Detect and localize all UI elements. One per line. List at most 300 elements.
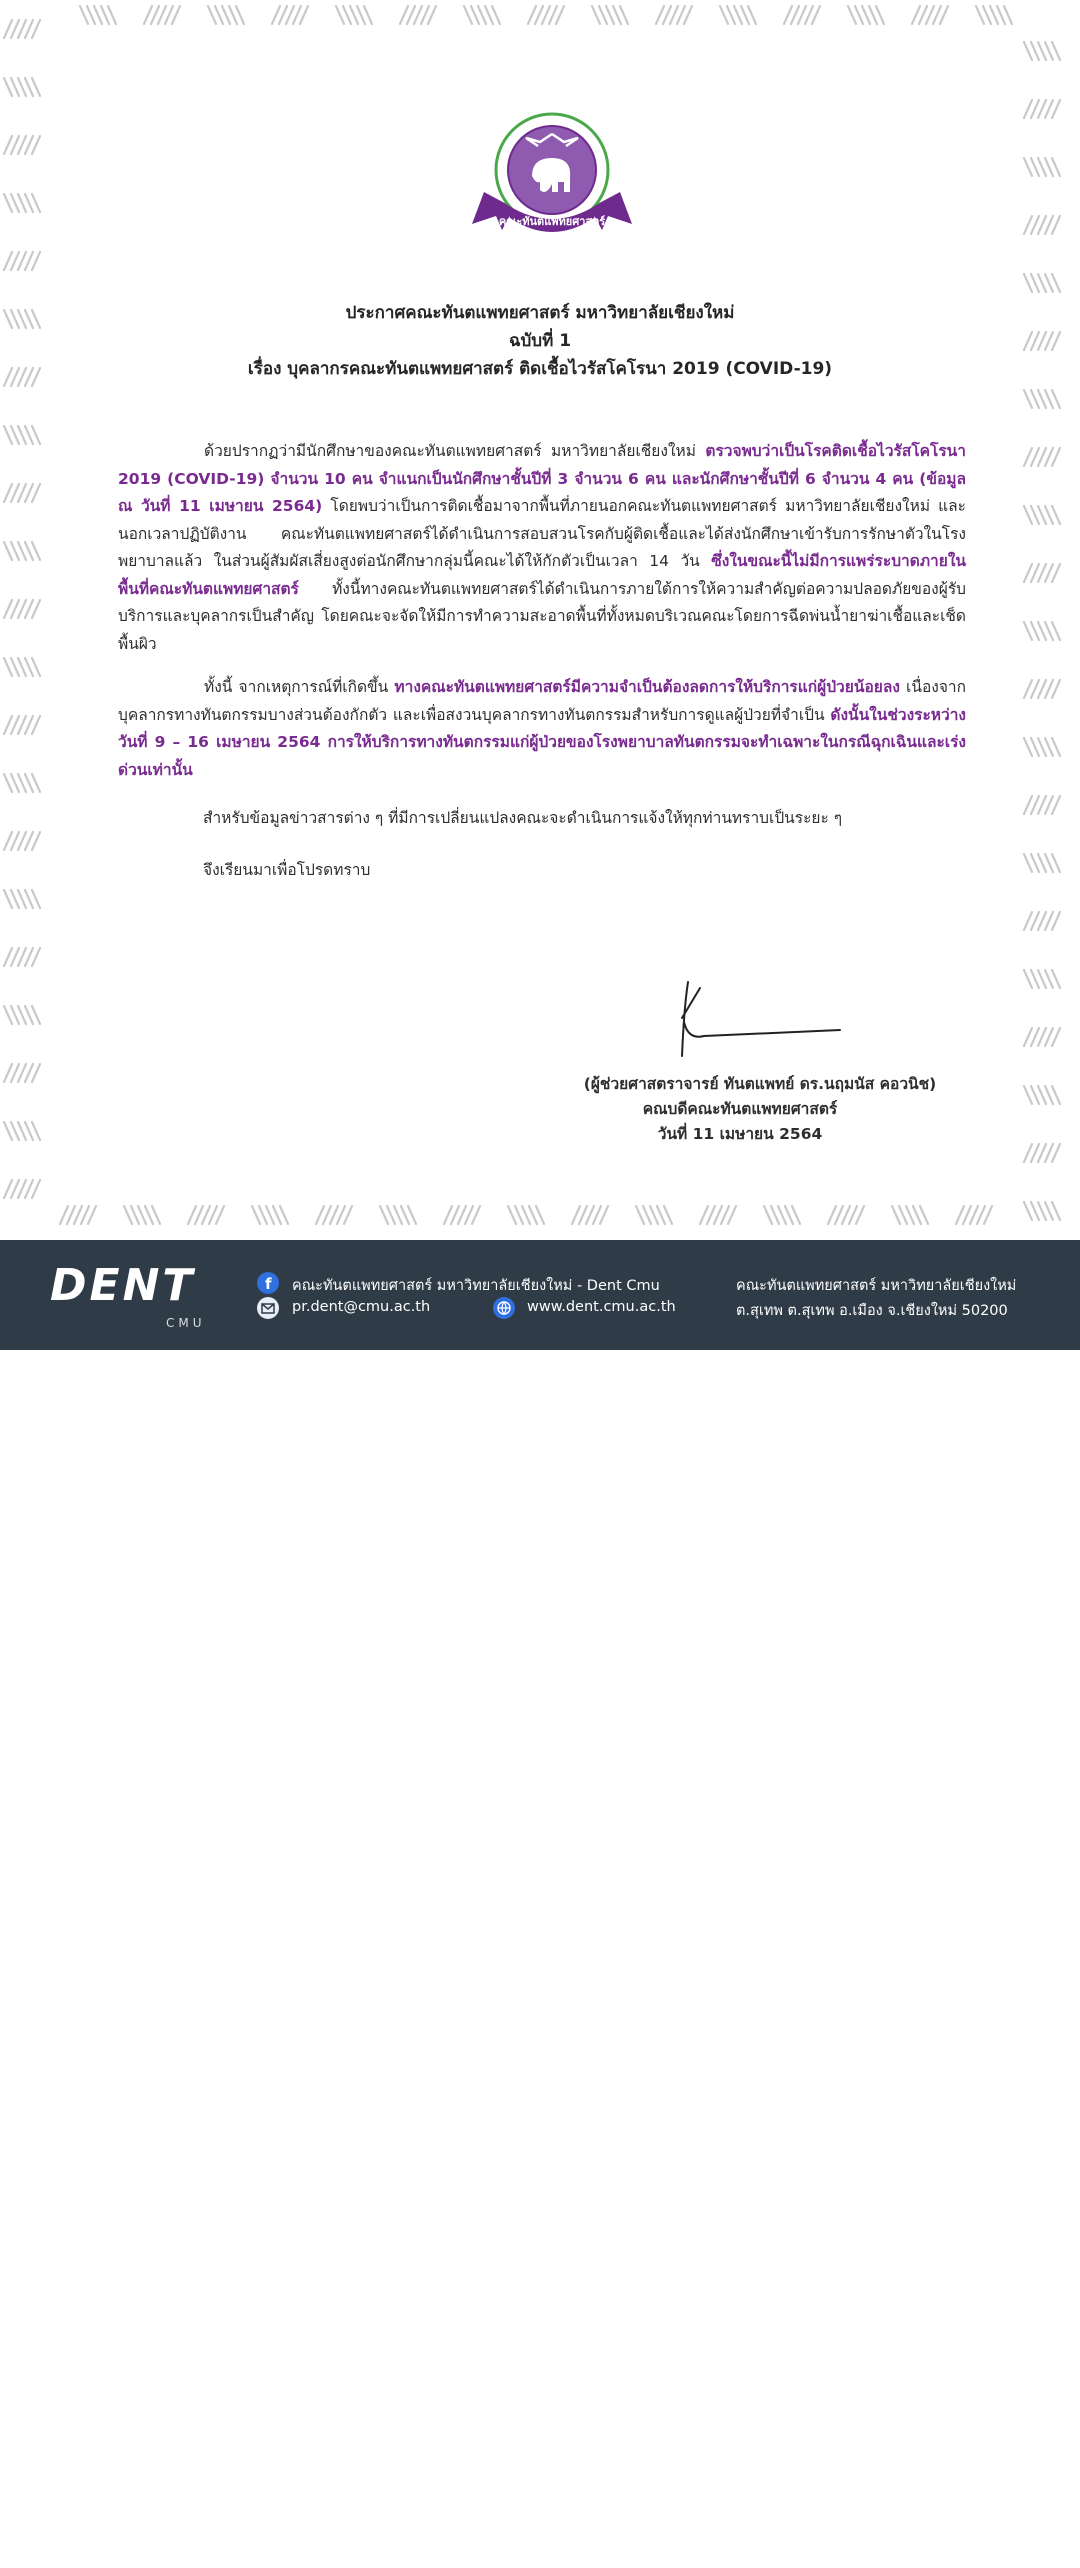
hatch-mark xyxy=(862,6,870,24)
hatch-mark xyxy=(11,832,19,850)
hatch-mark xyxy=(876,6,884,24)
hatch-mark xyxy=(1031,1086,1039,1104)
hatch-mark xyxy=(11,774,19,792)
paragraph-1-details: โดยพบว่าเป็นการติดเชื้อมาจากพื้นที่ภายนอกคณะทันตแพทยศาสตร์ มหาวิทยาลัยเชียงใหม่ และนอกเวลาปฏิบัติงาน คณะทันตแพทยศาสตร์ได้ดำเนินการสอบสวนโรคกับผู้ติดเชื้อและได้ส่งนักศึกษาเข้ารับการรักษาตัวในโรงพยาบาลแล้ว ในส่วนผู้สัมผัสเสี่ยงสูงต่อนักศึกษากลุ่มนี้คณะได้ให้กักตัวเป็นเวลา 14 วัน xyxy=(118,497,966,570)
hatch-mark xyxy=(670,6,678,24)
hatch-mark xyxy=(4,716,12,734)
announcement-page xyxy=(0,0,1080,1240)
hatch-mark xyxy=(4,1064,12,1082)
hatch-mark xyxy=(18,600,26,618)
hatch-mark xyxy=(1024,738,1032,756)
hatch-mark xyxy=(316,1206,324,1224)
hatch-mark xyxy=(707,1206,715,1224)
hatch-mark xyxy=(108,6,116,24)
announcement-title: ประกาศคณะทันตแพทยศาสตร์ มหาวิทยาลัยเชียงใหม่ xyxy=(345,303,735,323)
hatch-mark xyxy=(11,484,19,502)
hatch-mark xyxy=(428,6,436,24)
hatch-mark xyxy=(1052,1086,1060,1104)
hatch-mark xyxy=(1045,970,1053,988)
hatch-mark xyxy=(209,1206,217,1224)
hatch-mark xyxy=(1024,448,1032,466)
hatch-mark xyxy=(18,890,26,908)
hatch-mark xyxy=(997,6,1005,24)
hatch-mark xyxy=(208,6,216,24)
hatch-mark xyxy=(215,6,223,24)
hatch-mark xyxy=(1038,1144,1046,1162)
hatch-mark xyxy=(663,6,671,24)
footer-divider xyxy=(706,2506,708,2568)
hatch-mark xyxy=(1038,216,1046,234)
hatch-mark xyxy=(32,542,40,560)
hatch-mark xyxy=(1038,680,1046,698)
hatch-mark xyxy=(4,20,12,38)
hatch-mark xyxy=(4,1006,12,1024)
hatch-mark xyxy=(4,1180,12,1198)
hatch-mark xyxy=(18,1006,26,1024)
paragraph-3: สำหรับข้อมูลข่าวสารต่าง ๆ ที่มีการเปลี่ยนแปลงคณะจะดำเนินการแจ้งให้ทุกท่านทราบเป็นระยะ ๆ xyxy=(203,809,843,827)
hatch-mark xyxy=(25,1180,33,1198)
hatch-mark xyxy=(792,1206,800,1224)
hatch-mark xyxy=(25,948,33,966)
hatch-mark xyxy=(286,6,294,24)
hatch-mark xyxy=(835,1206,843,1224)
hatch-mark xyxy=(1031,448,1039,466)
hatch-mark xyxy=(1031,42,1039,60)
svg-text:คณะทันตแพทยศาสตร์: คณะทันตแพทยศาสตร์ xyxy=(498,215,606,228)
hatch-mark xyxy=(1045,274,1053,292)
hatch-mark xyxy=(67,1206,75,1224)
svg-text:f: f xyxy=(265,1275,272,1293)
hatch-mark xyxy=(1045,854,1053,872)
hatch-mark xyxy=(1045,1144,1053,1162)
hatch-mark xyxy=(18,252,26,270)
hatch-mark xyxy=(11,948,19,966)
hatch-mark xyxy=(1052,274,1060,292)
hatch-mark xyxy=(1031,912,1039,930)
hatch-mark xyxy=(1038,622,1046,640)
hatch-mark xyxy=(990,6,998,24)
hatch-mark xyxy=(1052,680,1060,698)
hatch-mark xyxy=(252,1206,260,1224)
facebook-icon xyxy=(257,1272,279,1294)
hatch-mark xyxy=(18,484,26,502)
hatch-mark xyxy=(748,6,756,24)
hatch-mark xyxy=(465,1206,473,1224)
hatch-mark xyxy=(11,1064,19,1082)
hatch-mark xyxy=(1038,912,1046,930)
hatch-mark xyxy=(144,6,152,24)
hatch-mark xyxy=(1052,970,1060,988)
hatch-mark xyxy=(926,6,934,24)
hatch-mark xyxy=(11,1006,19,1024)
hatch-mark xyxy=(236,6,244,24)
hatch-mark xyxy=(592,6,600,24)
hatch-mark xyxy=(472,1206,480,1224)
globe-icon xyxy=(493,1297,515,1319)
paragraph-1 xyxy=(118,438,966,658)
paragraph-1-intro: ด้วยปรากฏว่ามีนักศึกษาของคณะทันตแพทยศาสตร์ มหาวิทยาลัยเชียงใหม่ xyxy=(204,442,706,460)
hatch-mark xyxy=(529,1206,537,1224)
hatch-mark xyxy=(25,600,33,618)
hatch-mark xyxy=(32,78,40,96)
hatch-mark xyxy=(4,774,12,792)
hatch-mark xyxy=(1038,100,1046,118)
hatch-mark xyxy=(1024,912,1032,930)
hatch-mark xyxy=(32,20,40,38)
hatch-mark xyxy=(977,1206,985,1224)
hatch-mark xyxy=(1031,390,1039,408)
hatch-mark xyxy=(11,194,19,212)
hatch-mark xyxy=(158,6,166,24)
hatch-mark xyxy=(1024,42,1032,60)
hatch-mark xyxy=(1031,564,1039,582)
hatch-mark xyxy=(344,1206,352,1224)
hatch-mark xyxy=(1031,216,1039,234)
paragraph-2-intro: ทั้งนี้ จากเหตุการณ์ที่เกิดขึ้น xyxy=(204,678,395,696)
hatch-mark xyxy=(620,6,628,24)
announcement-subject: เรื่อง บุคลากรคณะทันตแพทยศาสตร์ ติดเชื้อไวรัสโคโรนา 2019 (COVID-19) xyxy=(247,359,833,379)
hatch-mark xyxy=(1045,158,1053,176)
hatch-mark xyxy=(899,1206,907,1224)
hatch-mark xyxy=(11,1180,19,1198)
hatch-mark xyxy=(272,6,280,24)
hatch-mark xyxy=(656,6,664,24)
hatch-mark xyxy=(1031,738,1039,756)
hatch-mark xyxy=(4,658,12,676)
hatch-mark xyxy=(87,6,95,24)
hatch-mark xyxy=(714,1206,722,1224)
paragraph-2-reason: เนื่องจากบุคลากรทางทันตกรรมบางส่วนต้องกักตัว และเพื่อสงวนบุคลากรทางทันตกรรมสำหรับการดูแลผู้ป่วยที่จำเป็น xyxy=(118,678,967,724)
hatch-mark xyxy=(11,20,19,38)
hatch-mark xyxy=(11,252,19,270)
hatch-mark xyxy=(1052,912,1060,930)
hatch-mark xyxy=(1052,564,1060,582)
hatch-mark xyxy=(151,6,159,24)
hatch-mark xyxy=(421,6,429,24)
hatch-mark xyxy=(778,1206,786,1224)
hatch-mark xyxy=(684,6,692,24)
hatch-mark xyxy=(18,426,26,444)
hatch-mark xyxy=(293,6,301,24)
hatch-mark xyxy=(279,6,287,24)
hatch-mark xyxy=(919,6,927,24)
hatch-mark xyxy=(600,1206,608,1224)
hatch-mark xyxy=(522,1206,530,1224)
hatch-mark xyxy=(4,136,12,154)
signer-date: วันที่ 11 เมษายน 2564 xyxy=(657,1125,823,1143)
hatch-mark xyxy=(32,832,40,850)
hatch-mark xyxy=(259,1206,267,1224)
hatch-mark xyxy=(464,6,472,24)
hatch-mark xyxy=(1024,158,1032,176)
hatch-mark xyxy=(4,78,12,96)
hatch-mark xyxy=(720,6,728,24)
hatch-mark xyxy=(364,6,372,24)
hatch-mark xyxy=(4,948,12,966)
hatch-mark xyxy=(535,6,543,24)
hatch-mark xyxy=(11,716,19,734)
hatch-mark xyxy=(188,1206,196,1224)
hatch-mark xyxy=(74,1206,82,1224)
faculty-logo xyxy=(466,112,638,242)
hatch-mark xyxy=(18,948,26,966)
hatch-mark xyxy=(492,6,500,24)
hatch-mark xyxy=(4,426,12,444)
hatch-mark xyxy=(848,6,856,24)
website-link[interactable]: www.dent.cmu.ac.th xyxy=(527,1299,676,1315)
hatch-mark xyxy=(1024,564,1032,582)
hatch-mark xyxy=(11,1122,19,1140)
hatch-mark xyxy=(18,78,26,96)
hatch-mark xyxy=(1031,622,1039,640)
hatch-mark xyxy=(636,1206,644,1224)
hatch-mark xyxy=(1038,854,1046,872)
hatch-mark xyxy=(1045,390,1053,408)
hatch-mark xyxy=(25,1064,33,1082)
email-icon xyxy=(257,1297,279,1319)
hatch-mark xyxy=(145,1206,153,1224)
hatch-mark xyxy=(855,6,863,24)
hatch-mark xyxy=(1052,1144,1060,1162)
hatch-mark xyxy=(101,6,109,24)
hatch-mark xyxy=(387,1206,395,1224)
hatch-mark xyxy=(32,1006,40,1024)
hatch-mark xyxy=(1045,1086,1053,1104)
hatch-mark xyxy=(80,6,88,24)
hatch-mark xyxy=(1045,1028,1053,1046)
hatch-mark xyxy=(812,6,820,24)
hatch-mark xyxy=(32,658,40,676)
hatch-mark xyxy=(18,1064,26,1082)
hatch-mark xyxy=(1031,680,1039,698)
hatch-mark xyxy=(1052,1028,1060,1046)
hatch-mark xyxy=(222,6,230,24)
hatch-mark xyxy=(380,1206,388,1224)
hatch-mark xyxy=(18,774,26,792)
hatch-mark xyxy=(849,1206,857,1224)
hatch-mark xyxy=(485,6,493,24)
hatch-mark xyxy=(856,1206,864,1224)
hatch-mark xyxy=(471,6,479,24)
hatch-mark xyxy=(1038,448,1046,466)
hatch-mark xyxy=(549,6,557,24)
hatch-mark xyxy=(18,194,26,212)
hatch-mark xyxy=(1038,158,1046,176)
hatch-mark xyxy=(1038,564,1046,582)
hatch-mark xyxy=(1024,506,1032,524)
hatch-mark xyxy=(330,1206,338,1224)
hatch-mark xyxy=(1045,448,1053,466)
hatch-mark xyxy=(593,1206,601,1224)
hatch-mark xyxy=(940,6,948,24)
hatch-mark xyxy=(1045,796,1053,814)
paragraph-1-highlight-cases: ตรวจพบว่าเป็นโรคติดเชื้อไวรัสโคโรนา 2019 (COVID-19) จำนวน 10 คน จำแนกเป็นนักศึกษาชั้นปีที่ 3 จำนวน 6 คน และนักศึกษาชั้นปีที่ 6 จำนวน 4 คน (ข้อมูล ณ วันที่ 11 เมษายน 2564) xyxy=(118,442,966,515)
hatch-mark xyxy=(350,6,358,24)
paragraph-2 xyxy=(118,674,966,784)
hatch-mark xyxy=(25,136,33,154)
hatch-mark xyxy=(18,136,26,154)
hatch-mark xyxy=(1045,912,1053,930)
address-line-2: ต.สุเทพ ต.สุเทพ อ.เมือง จ.เชียงใหม่ 50200 xyxy=(736,1303,1008,1319)
hatch-mark xyxy=(1038,42,1046,60)
hatch-mark xyxy=(700,1206,708,1224)
paragraph-1-highlight-no-spread: ซึ่งในขณะนี้ไม่มีการแพร่ระบาดภายในพื้นที่คณะทันตแพทยศาสตร์ xyxy=(118,552,966,598)
signature xyxy=(674,978,846,1060)
hatch-mark xyxy=(606,6,614,24)
hatch-mark xyxy=(1024,622,1032,640)
paragraph-2-highlight-emergency: ดังนั้นในช่วงระหว่างวันที่ 9 – 16 เมษายน 2564 การให้บริการทางทันตกรรมแก่ผู้ป่วยของโรงพยาบาลทันตกรรมจะทำเฉพาะในกรณีฉุกเฉินและเร่งด่วนเท่านั้น xyxy=(118,705,966,779)
hatch-mark xyxy=(1045,622,1053,640)
hatch-mark xyxy=(11,426,19,444)
hatch-mark xyxy=(407,6,415,24)
hatch-mark xyxy=(1031,970,1039,988)
email-link[interactable]: pr.dent@cmu.ac.th xyxy=(292,1299,431,1315)
hatch-mark xyxy=(721,1206,729,1224)
hatch-mark xyxy=(1031,100,1039,118)
hatch-mark xyxy=(25,774,33,792)
hatch-mark xyxy=(976,6,984,24)
hatch-mark xyxy=(18,716,26,734)
hatch-mark xyxy=(81,1206,89,1224)
hatch-mark xyxy=(1004,6,1012,24)
hatch-mark xyxy=(25,716,33,734)
hatch-mark xyxy=(337,1206,345,1224)
hatch-mark xyxy=(408,1206,416,1224)
hatch-mark xyxy=(11,78,19,96)
hatch-mark xyxy=(444,1206,452,1224)
hatch-mark xyxy=(25,426,33,444)
hatch-mark xyxy=(18,1180,26,1198)
hatch-mark xyxy=(913,1206,921,1224)
hatch-mark xyxy=(25,78,33,96)
hatch-mark xyxy=(515,1206,523,1224)
hatch-mark xyxy=(1031,158,1039,176)
hatch-mark xyxy=(4,1122,12,1140)
hatch-mark xyxy=(458,1206,466,1224)
dent-brand-logo: DENT xyxy=(50,1260,196,1311)
hatch-mark xyxy=(508,1206,516,1224)
hatch-mark xyxy=(542,6,550,24)
hatch-mark xyxy=(1045,1202,1053,1220)
hatch-mark xyxy=(1031,1144,1039,1162)
hatch-mark xyxy=(32,1064,40,1082)
hatch-mark xyxy=(4,194,12,212)
hatch-mark xyxy=(1052,158,1060,176)
hatch-mark xyxy=(280,1206,288,1224)
hatch-mark xyxy=(1031,1028,1039,1046)
hatch-mark xyxy=(1045,100,1053,118)
hatch-mark xyxy=(451,1206,459,1224)
hatch-mark xyxy=(727,6,735,24)
hatch-mark xyxy=(984,1206,992,1224)
paragraph-1-closing: ทั้งนี้ทางคณะทันตแพทยศาสตร์ได้ดำเนินการภายใต้การให้ความสำคัญต่อความปลอดภัยของผู้รับบริการและบุคลากรเป็นสำคัญ โดยคณะจะจัดให้มีการทำความสะอาดพื้นที่ทั้งหมดบริเวณคณะโดยการฉีดพ่นน้ำยาฆ่าเชื้อและเช็ดพื้นผิว xyxy=(118,579,966,653)
hatch-mark xyxy=(32,716,40,734)
hatch-mark xyxy=(1052,622,1060,640)
hatch-mark xyxy=(32,1122,40,1140)
hatch-mark xyxy=(357,6,365,24)
hatch-mark xyxy=(912,6,920,24)
hatch-mark xyxy=(414,6,422,24)
hatch-mark xyxy=(25,832,33,850)
hatch-mark xyxy=(11,658,19,676)
hatch-mark xyxy=(94,6,102,24)
hatch-mark xyxy=(32,1180,40,1198)
hatch-mark xyxy=(1052,42,1060,60)
hatch-mark xyxy=(1031,1202,1039,1220)
hatch-mark xyxy=(677,6,685,24)
hatch-mark xyxy=(728,1206,736,1224)
hatch-mark xyxy=(586,1206,594,1224)
hatch-mark xyxy=(11,542,19,560)
hatch-mark xyxy=(798,6,806,24)
hatch-mark xyxy=(32,774,40,792)
hatch-mark xyxy=(1024,970,1032,988)
hatch-mark xyxy=(963,1206,971,1224)
hatch-mark xyxy=(970,1206,978,1224)
hatch-mark xyxy=(18,832,26,850)
hatch-mark xyxy=(18,658,26,676)
hatch-mark xyxy=(394,1206,402,1224)
hatch-mark xyxy=(18,20,26,38)
facebook-link[interactable]: คณะทันตแพทยศาสตร์ มหาวิทยาลัยเชียงใหม่ - Dent Cmu xyxy=(292,1278,660,1294)
hatch-mark xyxy=(842,1206,850,1224)
paragraph-2-highlight-reduce: ทางคณะทันตแพทยศาสตร์มีความจำเป็นต้องลดการให้บริการแก่ผู้ป่วยน้อยลง xyxy=(394,678,900,696)
hatch-mark xyxy=(1052,448,1060,466)
hatch-mark xyxy=(1038,1086,1046,1104)
hatch-mark xyxy=(579,1206,587,1224)
hatch-mark xyxy=(401,1206,409,1224)
hatch-mark xyxy=(273,1206,281,1224)
hatch-mark xyxy=(32,484,40,502)
hatch-mark xyxy=(1024,1202,1032,1220)
hatch-mark xyxy=(300,6,308,24)
hatch-mark xyxy=(1038,1028,1046,1046)
hatch-mark xyxy=(124,1206,132,1224)
hatch-mark xyxy=(32,600,40,618)
hatch-mark xyxy=(1038,738,1046,756)
hatch-mark xyxy=(643,1206,651,1224)
hatch-mark xyxy=(1031,274,1039,292)
hatch-mark xyxy=(869,6,877,24)
hatch-mark xyxy=(32,948,40,966)
hatch-mark xyxy=(202,1206,210,1224)
hatch-mark xyxy=(1045,564,1053,582)
hatch-mark xyxy=(172,6,180,24)
hatch-mark xyxy=(785,1206,793,1224)
hatch-mark xyxy=(343,6,351,24)
hatch-mark xyxy=(32,890,40,908)
hatch-mark xyxy=(4,252,12,270)
hatch-mark xyxy=(11,136,19,154)
hatch-mark xyxy=(657,1206,665,1224)
hatch-mark xyxy=(1024,274,1032,292)
hatch-mark xyxy=(1045,680,1053,698)
hatch-mark xyxy=(805,6,813,24)
hatch-mark xyxy=(25,542,33,560)
hatch-mark xyxy=(1038,390,1046,408)
hatch-mark xyxy=(1031,854,1039,872)
brand-subtitle: CMU xyxy=(166,1316,206,1330)
hatch-mark xyxy=(956,1206,964,1224)
hatch-mark xyxy=(1052,854,1060,872)
signer-position: คณบดีคณะทันตแพทยศาสตร์ xyxy=(642,1100,838,1118)
hatch-mark xyxy=(1024,100,1032,118)
hatch-mark xyxy=(1052,796,1060,814)
hatch-mark xyxy=(25,1122,33,1140)
hatch-mark xyxy=(906,1206,914,1224)
hatch-mark xyxy=(25,194,33,212)
hatch-mark xyxy=(741,6,749,24)
